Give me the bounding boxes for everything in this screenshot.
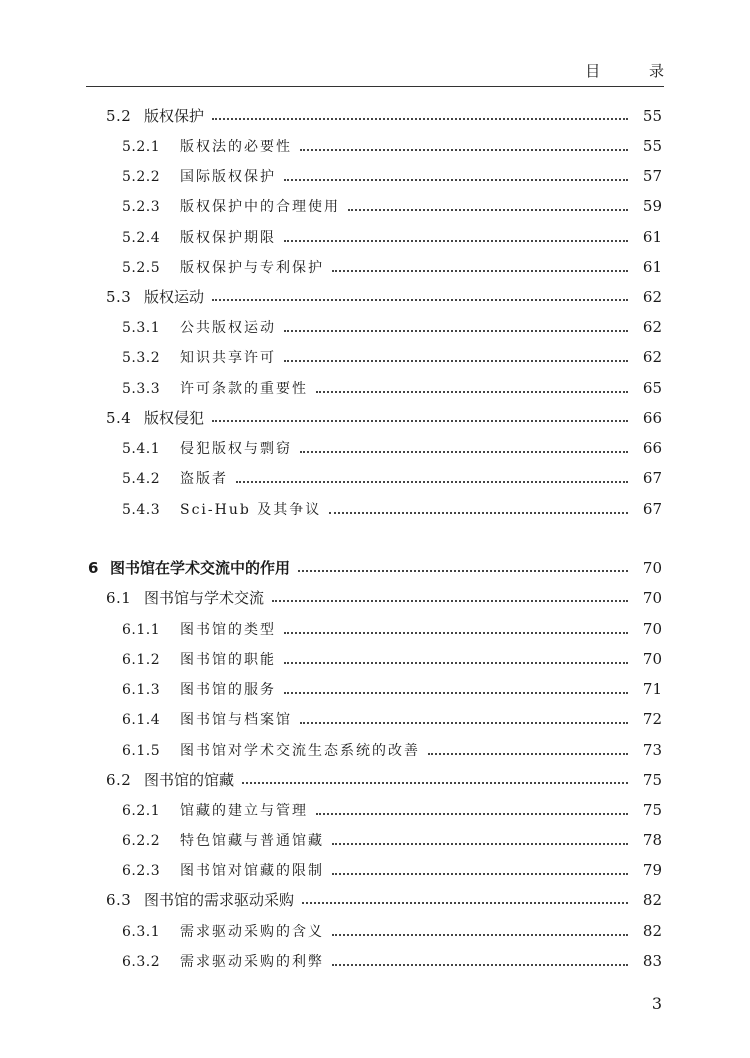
toc-entry-title: 图书馆与学术交流: [144, 589, 265, 607]
toc-entry-title: 版权保护期限: [180, 230, 276, 246]
toc-entry-title: 图书馆的类型: [180, 622, 276, 638]
toc-entry[interactable]: [122, 679, 662, 700]
toc-entry-page: 55: [642, 137, 662, 155]
dot-leader: [284, 240, 628, 242]
toc-entry-page: 59: [642, 197, 662, 215]
dot-leader: [428, 753, 628, 755]
toc-entry[interactable]: [122, 860, 662, 881]
toc-entry-title: 图书馆的需求驱动采购: [144, 891, 295, 909]
toc-entry-number: 6.1.3: [122, 682, 161, 698]
toc-entry-page: 82: [642, 922, 662, 940]
toc-entry[interactable]: [106, 588, 662, 608]
dot-leader: [236, 481, 628, 483]
toc-entry-title: 馆藏的建立与管理: [180, 803, 308, 819]
toc-entry-title: 图书馆的职能: [180, 652, 276, 668]
toc-entry-title: 需求驱动采购的利弊: [180, 954, 324, 970]
dot-leader: [332, 964, 628, 966]
toc-entry-number: 5.4: [106, 409, 132, 427]
toc-entry-number: 6.1.5: [122, 743, 161, 759]
toc-entry-number: 5.2.5: [122, 260, 161, 276]
toc-entry[interactable]: [122, 317, 662, 338]
toc-entry-title: 知识共享许可: [180, 350, 276, 366]
toc-entry[interactable]: [122, 499, 662, 520]
dot-leader: [332, 843, 628, 845]
toc-entry-page: 71: [642, 680, 662, 698]
toc-entry-title: 版权保护与专利保护: [180, 260, 324, 276]
toc-entry[interactable]: [122, 921, 662, 942]
toc-entry-title: 图书馆的服务: [180, 682, 276, 698]
toc-entry[interactable]: [106, 287, 662, 307]
toc-entry-page: 83: [642, 952, 662, 970]
dot-leader: [316, 391, 628, 393]
toc-entry-number: 6: [88, 559, 99, 577]
toc-entry[interactable]: [88, 558, 662, 578]
toc-entry-title: 需求驱动采购的含义: [180, 924, 324, 940]
toc-entry-page: 67: [642, 500, 662, 518]
toc-entry-title: 盗版者: [180, 471, 228, 487]
dot-leader: [284, 330, 628, 332]
toc-entry-page: 82: [642, 891, 662, 909]
toc-entry-page: 75: [642, 771, 662, 789]
toc-entry-number: 5.3.1: [122, 320, 161, 336]
toc-entry-number: 6.1.2: [122, 652, 161, 668]
toc-entry-number: 6.3: [106, 891, 132, 909]
dot-leader: [298, 570, 628, 572]
dot-leader: [316, 813, 628, 815]
toc-entry-number: 5.2.1: [122, 139, 161, 155]
dot-leader: [329, 512, 628, 514]
dot-leader: [212, 299, 628, 301]
page-number: 3: [651, 994, 662, 1013]
toc-entry-number: 5.4.2: [122, 471, 161, 487]
toc-entry-page: 62: [642, 348, 662, 366]
toc-entry-number: 6.1.1: [122, 622, 161, 638]
toc-entry-number: 6.3.2: [122, 954, 161, 970]
toc-entry-page: 70: [642, 559, 662, 577]
toc-entry-page: 70: [642, 650, 662, 668]
toc-entry-page: 79: [642, 861, 662, 879]
toc-entry[interactable]: [106, 770, 662, 790]
toc-entry-number: 5.2.3: [122, 199, 161, 215]
toc-entry-title: 版权运动: [144, 288, 205, 306]
toc-entry[interactable]: [122, 438, 662, 459]
toc-entry-number: 5.4.1: [122, 441, 161, 457]
dot-leader: [242, 782, 628, 784]
dot-leader: [212, 118, 628, 120]
toc-entry[interactable]: [122, 166, 662, 187]
toc-entry-title: 侵犯版权与剽窃: [180, 441, 292, 457]
toc-entry[interactable]: [122, 227, 662, 248]
toc-entry-page: 65: [642, 379, 662, 397]
toc-entry-title: 图书馆对馆藏的限制: [180, 863, 324, 879]
toc-entry-number: 6.1: [106, 589, 132, 607]
toc-entry[interactable]: [122, 740, 662, 761]
toc-entry-number: 5.2: [106, 107, 132, 125]
toc-entry[interactable]: [122, 136, 662, 157]
toc-entry-title: 版权保护中的合理使用: [180, 199, 340, 215]
dot-leader: [302, 902, 628, 904]
dot-leader: [284, 632, 628, 634]
toc-entry[interactable]: [122, 709, 662, 730]
toc-entry-title: 国际版权保护: [180, 169, 276, 185]
toc-entry-page: 75: [642, 801, 662, 819]
toc-entry[interactable]: [122, 196, 662, 217]
toc-entry-title: 图书馆的馆藏: [144, 771, 235, 789]
toc-entry-page: 73: [642, 741, 662, 759]
toc-entry-number: 6.2: [106, 771, 132, 789]
toc-entry-page: 67: [642, 469, 662, 487]
toc-entry[interactable]: [122, 257, 662, 278]
toc-entry-page: 62: [642, 288, 662, 306]
dot-leader: [300, 451, 628, 453]
header-rule: [86, 86, 664, 87]
dot-leader: [300, 149, 628, 151]
toc-entry-number: 6.2.3: [122, 863, 161, 879]
dot-leader: [348, 209, 628, 211]
toc-entry-title: 版权保护: [144, 107, 205, 125]
toc-entry[interactable]: [122, 649, 662, 670]
dot-leader: [284, 360, 628, 362]
dot-leader: [284, 179, 628, 181]
toc-entry[interactable]: [122, 378, 662, 399]
toc-entry[interactable]: [106, 408, 662, 428]
toc-entry-number: 5.2.4: [122, 230, 161, 246]
toc-entry-title: 图书馆在学术交流中的作用: [110, 559, 291, 577]
toc-entry-page: 66: [642, 409, 662, 427]
dot-leader: [300, 722, 628, 724]
toc-entry-page: 70: [642, 620, 662, 638]
toc-entry[interactable]: [122, 468, 662, 489]
dot-leader: [332, 270, 628, 272]
toc-entry-page: 78: [642, 831, 662, 849]
toc-entry[interactable]: [122, 951, 662, 972]
toc-entry-page: 61: [642, 228, 662, 246]
toc-entry-title: 许可条款的重要性: [180, 381, 308, 397]
toc-entry-number: 5.3.2: [122, 350, 161, 366]
toc-entry-title: 特色馆藏与普通馆藏: [180, 833, 324, 849]
toc-entry[interactable]: [106, 890, 662, 910]
toc-entry-page: 55: [642, 107, 662, 125]
toc-entry-number: 6.2.1: [122, 803, 161, 819]
toc-entry-page: 62: [642, 318, 662, 336]
toc-entry[interactable]: [106, 106, 662, 126]
toc-entry-number: 5.3.3: [122, 381, 161, 397]
toc-entry-number: 5.3: [106, 288, 132, 306]
toc-entry-number: 6.3.1: [122, 924, 161, 940]
toc-entry-title: 版权法的必要性: [180, 139, 292, 155]
toc-entry-page: 70: [642, 589, 662, 607]
toc-entry-title: 图书馆对学术交流生态系统的改善: [180, 743, 420, 759]
toc-entry-number: 5.2.2: [122, 169, 161, 185]
toc-entry-number: 6.1.4: [122, 712, 161, 728]
toc-entry[interactable]: [122, 830, 662, 851]
dot-leader: [284, 662, 628, 664]
toc-entry-title: Sci-Hub 及其争议: [180, 502, 322, 518]
toc-entry-page: 66: [642, 439, 662, 457]
toc-entry-number: 5.4.3: [122, 502, 161, 518]
toc-entry-title: 版权侵犯: [144, 409, 205, 427]
toc-entry-page: 72: [642, 710, 662, 728]
dot-leader: [272, 600, 628, 602]
toc-entry[interactable]: [122, 619, 662, 640]
toc-entry-page: 57: [642, 167, 662, 185]
toc-entry[interactable]: [122, 347, 662, 368]
toc-entry[interactable]: [122, 800, 662, 821]
running-head-title: 目 录: [585, 62, 686, 80]
dot-leader: [332, 934, 628, 936]
dot-leader: [284, 692, 628, 694]
dot-leader: [332, 873, 628, 875]
toc-entry-title: 图书馆与档案馆: [180, 712, 292, 728]
toc-entry-page: 61: [642, 258, 662, 276]
dot-leader: [212, 420, 628, 422]
toc-entry-number: 6.2.2: [122, 833, 161, 849]
toc-entry-title: 公共版权运动: [180, 320, 276, 336]
